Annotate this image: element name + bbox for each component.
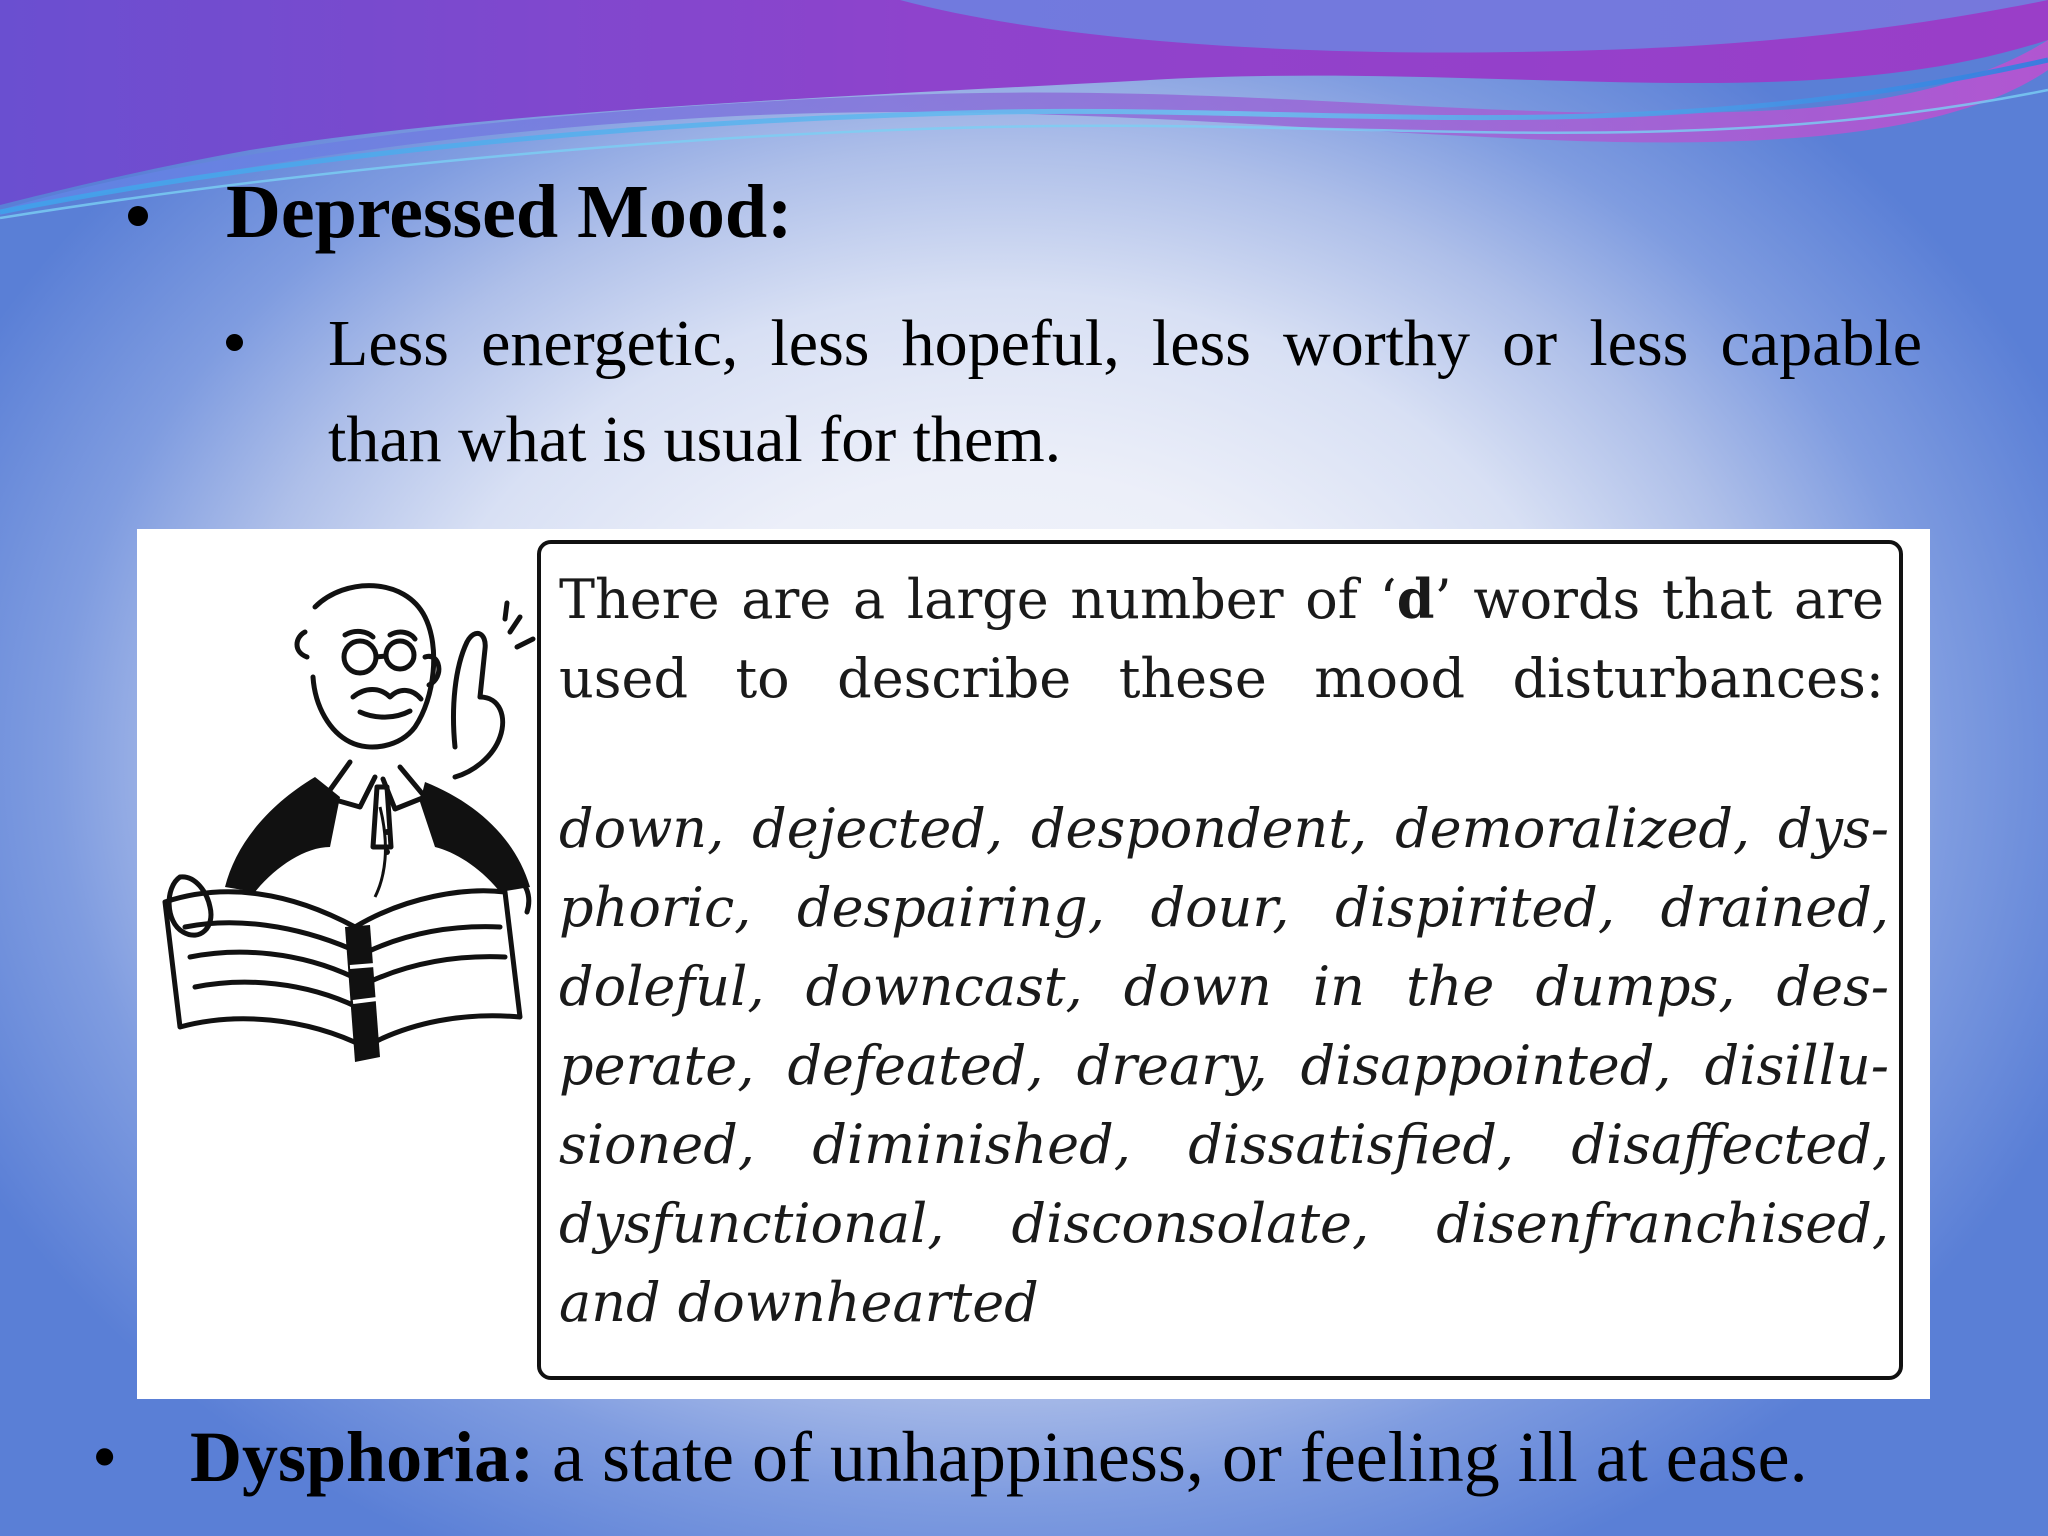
sub-bullet bbox=[226, 296, 1922, 488]
sub-bullet-text: Less energetic, less hopeful, less worthy or less capable than what is usual for them. bbox=[328, 307, 1922, 476]
intro-letter-d: d bbox=[1396, 567, 1435, 631]
d-words-box bbox=[537, 540, 1903, 1380]
bullet-dot-icon bbox=[128, 206, 148, 226]
bullet-dot-icon bbox=[226, 334, 243, 351]
dysphoria-term: Dysphoria: bbox=[190, 1417, 535, 1497]
dysphoria-definition: a state of unhappiness, or feeling ill at ease. bbox=[534, 1417, 1808, 1497]
intro-text-start: There are a large number of ‘ bbox=[559, 568, 1397, 631]
d-words-intro bbox=[559, 560, 1884, 718]
d-words-list: down, dejected, despondent, demoralized, dys-phoric, despairing, dour, dispirited, drained, doleful, downcast, down in the dumps, des-perate, defeated, dreary, disappointed, disillu-sioned, diminished, dissatisfied, disaffected, dysfunctional, disconsolate, disenfranchised, and downhearted bbox=[559, 797, 1889, 1334]
heading-title: Depressed Mood: bbox=[226, 170, 793, 254]
bullet-char: • bbox=[92, 1417, 118, 1497]
dysphoria-bullet bbox=[92, 1418, 1808, 1497]
heading-bullet bbox=[128, 170, 793, 254]
d-words-figure bbox=[137, 529, 1930, 1399]
intro-text-end: ’ words that are used to describe these mood disturbances: bbox=[559, 568, 1884, 710]
